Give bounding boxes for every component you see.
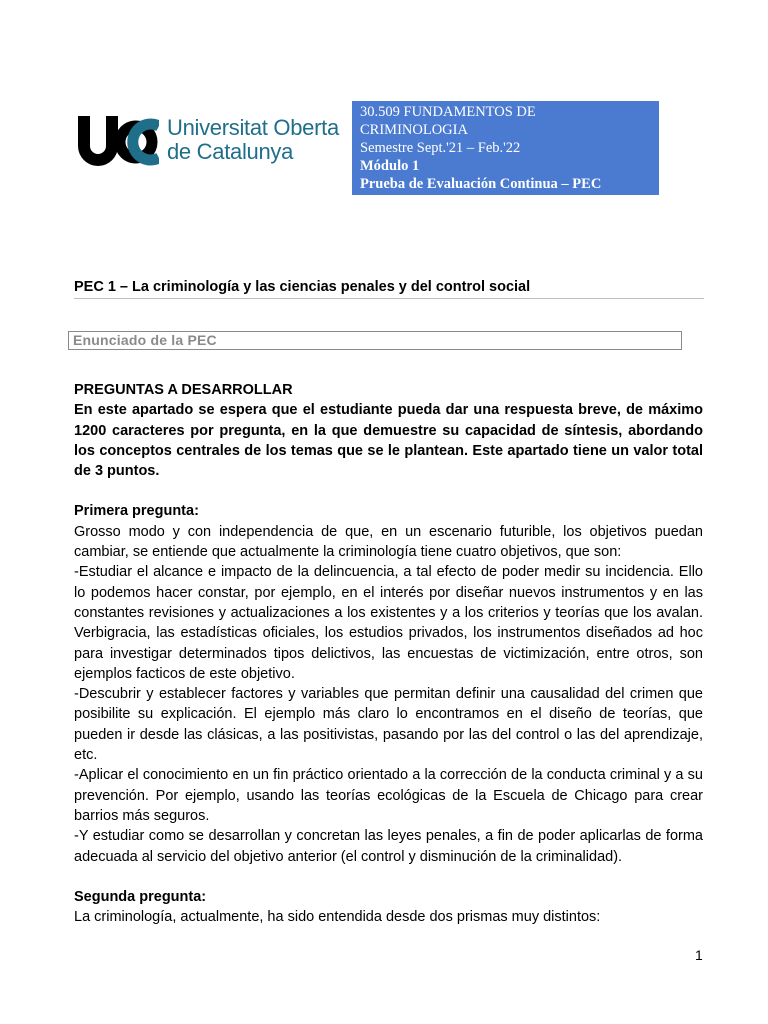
q1-paragraph: Grosso modo y con independencia de que, en un escenario futurible, los objetivos puedan cambiar, se entiende que actualmente la criminología tiene cuatro objetivos, que son: (74, 523, 703, 561)
q1-heading: Primera pregunta: (74, 503, 199, 520)
section-intro: En este apartado se espera que el estudiante pueda dar una respuesta breve, de máximo 1200 caracteres por pregunta, en la que demuestre su capacidad de síntesis, abordando los conceptos centrales de los temas que se le plantean. Este apartado tiene un valor total de 3 puntos. (74, 402, 703, 480)
uoc-logo-text (167, 116, 339, 164)
semester: Semestre Sept.'21 – Feb.'22 (360, 140, 521, 156)
q2-heading: Segunda pregunta: (74, 888, 207, 905)
course-info-box (352, 101, 659, 195)
uoc-logo-mark (76, 112, 159, 168)
uoc-logo (76, 112, 339, 168)
page-number: 1 (695, 947, 703, 963)
assessment: Prueba de Evaluación Continua – PEC (360, 176, 602, 192)
document-body (74, 380, 703, 927)
q1-paragraph: -Y estudiar como se desarrollan y concretan las leyes penales, a fin de poder aplicarlas de forma adecuada al servicio del objetivo anterior (el control y disminución de la criminalidad). (74, 828, 703, 865)
q1-paragraph: -Descubrir y establecer factores y variables que permitan definir una causalidad del crimen que posibilite su explicación. El ejemplo más claro lo encontramos en el diseño de teorías, que pueden ir desde las clásicas, a las positivistas, pasando por las del control o las del aprendizaje, etc. (74, 686, 703, 764)
logo-line-2: de Catalunya (167, 139, 294, 164)
q1-paragraph: -Estudiar el alcance e impacto de la delincuencia, a tal efecto de poder medir su incidencia. Ello lo podemos hacer constar, por ejemplo, en el interés por diseñar nuevos instrumentos y en las constantes revisiones y actualizaciones a los existentes y a los criterios y teorías que los avalan. Verbigracia, las estadísticas oficiales, los estudios privados, los instrumentos diseñados ad hoc para investigar determinados tipos delictivos, las encuestas de victimización, entre otros, son ejemplos facticos de este objetivo. (74, 564, 703, 682)
module: Módulo 1 (360, 158, 420, 174)
section-heading: PREGUNTAS A DESARROLLAR (74, 382, 293, 398)
enunciado-label: Enunciado de la PEC (68, 331, 682, 350)
course-name: CRIMINOLOGIA (360, 122, 468, 138)
q2-paragraph: La criminología, actualmente, ha sido entendida desde dos prismas muy distintos: (74, 909, 601, 926)
course-code: 30.509 FUNDAMENTOS DE (360, 104, 536, 120)
page-title: PEC 1 – La criminología y las ciencias penales y del control social (74, 279, 704, 299)
q1-paragraph: -Aplicar el conocimiento en un fin práctico orientado a la corrección de la conducta criminal y a su prevención. Por ejemplo, usando las teorías ecológicas de la Escuela de Chicago para crear barrios más seguros. (74, 767, 703, 824)
logo-line-1: Universitat Oberta (167, 115, 339, 140)
